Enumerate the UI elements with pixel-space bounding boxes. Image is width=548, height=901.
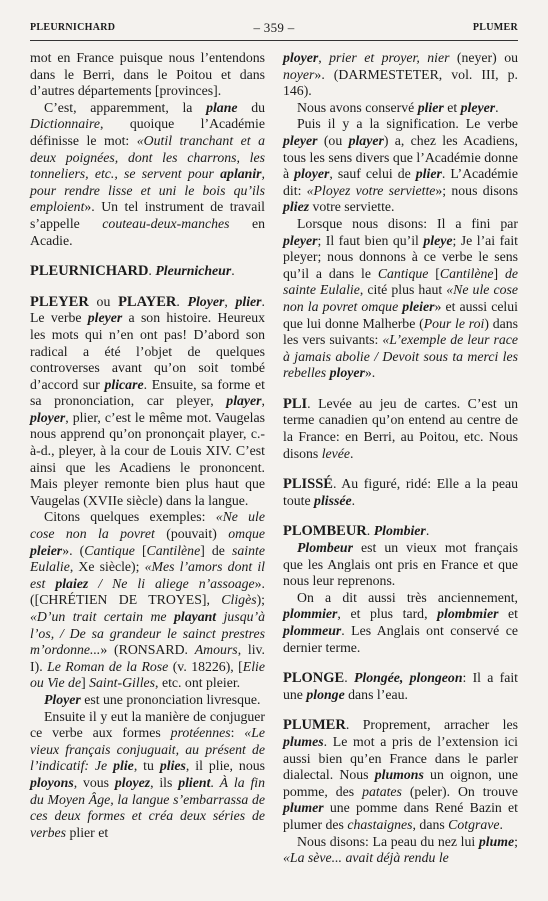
entry-plumer: PLUMER. Proprement, arracher les plumes. Le mot a pris de l’extension ici aussi bien qu’en France dans le parler dialectal. Nous plumons un oignon, une pomme, des patates (peler). On trouve plumer une pomme dans René Bazin et plumer des chastaignes, dans Cotgrave. [283,717,518,832]
entry-plombeur: PLOMBEUR. Plombier. [283,523,430,540]
paragraph: C’est, apparemment, la plane du Dictionnaire, quoique l’Académie définisse le mot: «Outil tranchant et a deux poignées, dont les charrons, les tonneliers, etc., se servent pour aplanir, pour rendre lisse et uni le bois qu’ils emploient». Un tel instrument de travail s’appelle couteau-deux-manches en Acadie. [30,99,265,248]
header-rule [30,40,518,41]
paragraph: mot en France puisque nous l’entendons dans le Berri, dans le Poitou et dans d’autres départements [provinces]. [30,50,265,99]
paragraph: Ployer est une prononciation livresque. [44,691,261,707]
entry-pleyer: PLEYER ou PLAYER. Ployer, plier. Le verbe pleyer a son histoire. Heureux les mots qui n’en ont pas! D’abord son radical a été l’objet de quelques controverses avant qu’on soit tombé d’accord sur plicare. Ensuite, sa forme et sa prononciation, car pleyer, player, ployer, plier, c’est le même mot. Vaugelas nous apprend qu’on prononçait player, c.-à-d., pleyer, à la cour de Louis XIV. C’est ainsi que les Acadiens le prononcent. Mais pleyer remonte bien plus haut que Vaugelas (XVIIe siècle) dans la langue. [30,293,266,508]
left-column [30,50,265,841]
paragraph: ployer, prier et proyer, nier (neyer) ou noyer». (DARMESTETER, vol. III, p. 146). [283,50,518,99]
paragraph: Puis il y a la signification. Le verbe pleyer (ou player) a, chez les Acadiens, tous les sens divers que l’Académie donne à ployer, sauf celui de plier. L’Académie dit: «Ployez votre serviette»; nous disons pliez votre serviette. [283,116,518,215]
page-header [30,22,518,38]
entry-pleurnichard: PLEURNICHARD. Pleurnicheur. [30,263,235,280]
right-column [283,50,518,867]
entry-plonge: PLONGE. Plongée, plongeon: Il a fait une plonge dans l’eau. [283,670,519,702]
entry-plisse: PLISSÉ. Au figuré, ridé: Elle a la peau toute plissée. [283,476,518,508]
header-left-keyword: PLEURNICHARD [30,22,116,33]
entry-pli: PLI. Levée au jeu de cartes. C’est un terme canadien qu’on entend au centre de la France: en Berri, au Poitou, etc. Nous disons levée. [283,395,518,461]
page-number: – 359 – [253,20,295,35]
paragraph: Nous disons: La peau du nez lui plume; «La sève... avait déjà rendu le [283,833,518,866]
paragraph: Ensuite il y eut la manière de conjuguer ce verbe aux formes protéennes: «Le vieux français conjuguait, au présent de l’indicatif: Je plie, tu plies, il plie, nous ployons, vous ployez, ils plient. À la fin du Moyen Âge, la langue s’embarrassa de ces deux formes et créa deux séries de verbes plier et [30,708,266,840]
paragraph: Nous avons conservé plier et pleyer. [297,99,499,115]
paragraph: Plombeur est un vieux mot français que les Anglais ont pris en France et que nous leur reprenons. [283,540,518,589]
paragraph: On a dit aussi très anciennement, plommier, et plus tard, plombmier et plommeur. Les Anglais ont conservé ce dernier terme. [283,589,519,655]
paragraph: Lorsque nous disons: Il a fini par pleyer; Il faut bien qu’il pleye; Je l’ai fait pleyer; nous donnons à ce verbe le sens qu’il a dans le Cantique [Cantilène] de sainte Eulalie, cité plus haut «Ne ule cose non la povret omque pleier» et aussi celui que lui donne Malherbe (Pour le roi) dans les vers suivants: «L’exemple de leur race à jamais abolie / Devoit sous ta merci les rebelles ployer». [283,215,519,381]
header-right-keyword: PLUMER [472,22,518,33]
paragraph: Citons quelques exemples: «Ne ule cose non la povret (pouvait) omque pleier». (Cantique [Cantilène] de sainte Eulalie, Xe siècle); «Mes l’amors dont il est plaiez / Ne li aliege n’assoage». ([CHRÉTIEN DE TROYES], Cligès); «D’un trait certain me playant jusqu’à l’os, / De sa grandeur le sainct prestres m’ordonne...» (RONSARD. Amours, liv. I). Le Roman de la Rose (v. 18226), [Elie ou Vie de] Saint-Gilles, etc. ont pleier. [30,509,266,691]
